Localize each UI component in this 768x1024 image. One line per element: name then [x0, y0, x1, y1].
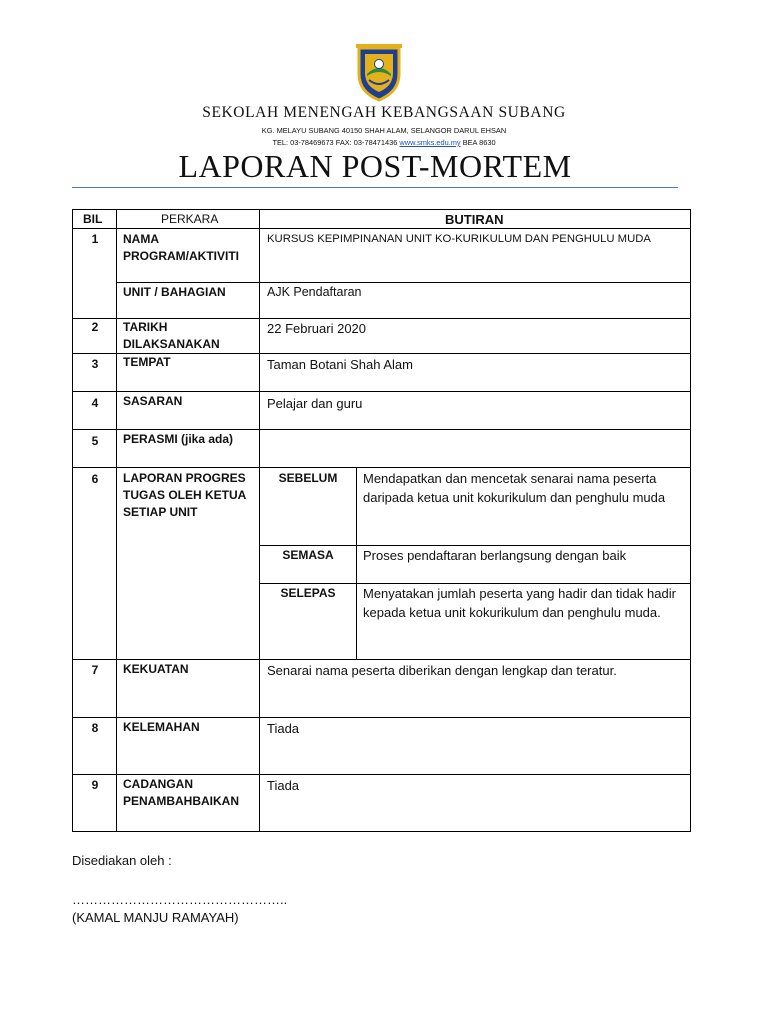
- row-9-butiran: Tiada: [267, 778, 300, 793]
- row-6-bil: 6: [91, 472, 99, 486]
- row-4-perkara: SASARAN: [123, 394, 183, 408]
- website-link[interactable]: www.smks.edu.my: [399, 138, 461, 147]
- progress-stage-semasa: SEMASA: [282, 548, 334, 562]
- row-6-perkara: LAPORAN PROGRES TUGAS OLEH KETUA SETIAP UNIT: [123, 471, 246, 519]
- row-9-bil: 9: [91, 778, 99, 792]
- progress-text-sebelum: Mendapatkan dan mencetak senarai nama peserta daripada ketua unit kokurikulum dan penghulu muda: [363, 471, 666, 505]
- title-divider: [72, 187, 678, 188]
- preparer-name: (KAMAL MANJU RAMAYAH): [72, 910, 239, 925]
- row-1-butiran: KURSUS KEPIMPINANAN UNIT KO-KURIKULUM DAN PENGHULU MUDA: [267, 233, 651, 245]
- row-5-bil: 5: [91, 434, 99, 448]
- row-5-perkara: PERASMI (jika ada): [123, 432, 234, 446]
- progress-text-semasa: Proses pendaftaran berlangsung dengan baik: [363, 548, 627, 563]
- progress-text-selepas: Menyatakan jumlah peserta yang hadir dan tidak hadir kepada ketua unit kokurikulum dan penghulu muda.: [363, 586, 676, 620]
- row-3-perkara: TEMPAT: [123, 355, 171, 369]
- report-table: [72, 209, 691, 832]
- row-7-bil: 7: [91, 663, 99, 677]
- school-address: KG. MELAYU SUBANG 40150 SHAH ALAM, SELANGOR DARUL EHSAN: [261, 126, 507, 135]
- school-crest: [355, 44, 403, 102]
- school-name: SEKOLAH MENENGAH KEBANGSAAN SUBANG: [202, 104, 566, 121]
- row-2-perkara: TARIKH DILAKSANAKAN: [123, 320, 220, 351]
- row-4-bil: 4: [91, 396, 99, 410]
- row-3-bil: 3: [91, 357, 99, 371]
- prepared-by-label: Disediakan oleh :: [72, 853, 172, 868]
- signature-line: …………………………………………..: [72, 892, 288, 907]
- row-3-butiran: Taman Botani Shah Alam: [267, 357, 413, 372]
- progress-stage-sebelum: SEBELUM: [278, 471, 338, 485]
- row-1b-perkara: UNIT / BAHAGIAN: [123, 285, 226, 299]
- progress-stage-selepas: SELEPAS: [280, 586, 336, 600]
- header-butiran: BUTIRAN: [445, 212, 504, 227]
- contact-numbers: TEL: 03-78469673 FAX: 03-78471436: [272, 138, 398, 147]
- row-2-bil: 2: [91, 320, 99, 334]
- row-1-perkara: NAMA PROGRAM/AKTIVITI: [123, 232, 239, 263]
- row-9-perkara: CADANGAN PENAMBAHBAIKAN: [123, 777, 239, 808]
- row-8-butiran: Tiada: [267, 721, 300, 736]
- school-code: BEA 8630: [462, 138, 496, 147]
- header-bil: BIL: [83, 212, 103, 226]
- row-7-perkara: KEKUATAN: [123, 662, 189, 676]
- row-2-butiran: 22 Februari 2020: [267, 321, 367, 336]
- row-8-bil: 8: [91, 721, 99, 735]
- row-1-bil: 1: [91, 232, 99, 246]
- row-4-butiran: Pelajar dan guru: [267, 396, 363, 411]
- row-1b-butiran: AJK Pendaftaran: [267, 285, 362, 299]
- header-perkara: PERKARA: [161, 212, 219, 226]
- row-7-butiran: Senarai nama peserta diberikan dengan lengkap dan teratur.: [267, 663, 617, 678]
- page-title: LAPORAN POST-MORTEM: [178, 148, 572, 184]
- row-8-perkara: KELEMAHAN: [123, 720, 200, 734]
- school-contact: [0, 138, 768, 147]
